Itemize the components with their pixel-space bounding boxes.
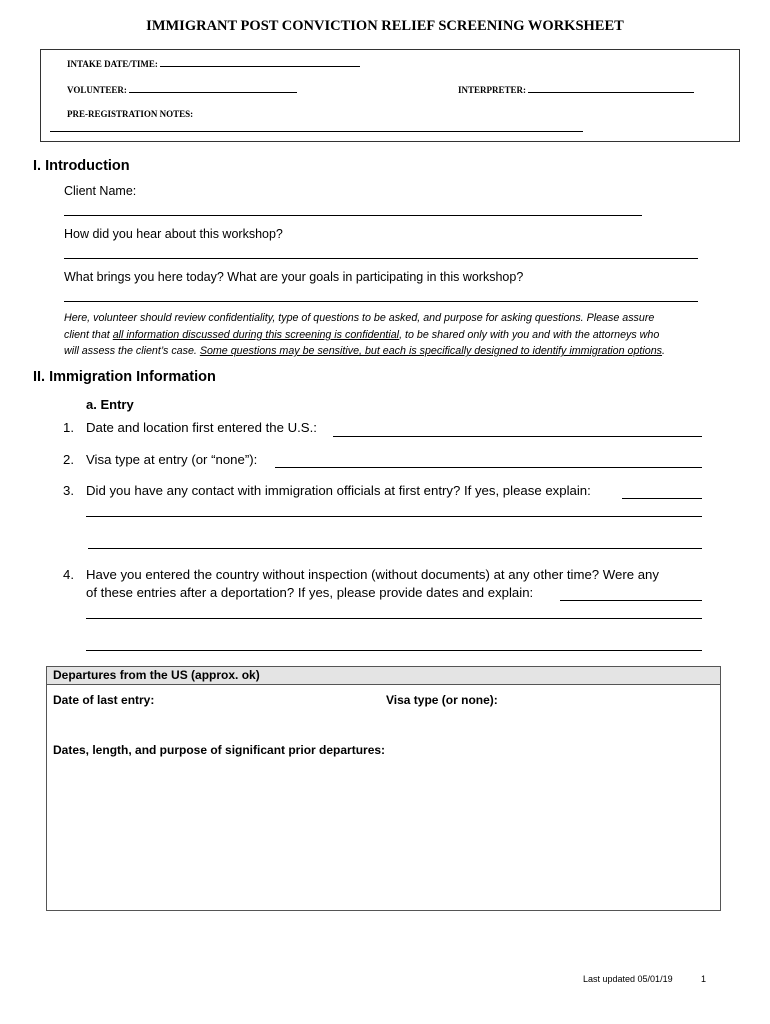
- q4-answer-line-1[interactable]: [560, 600, 702, 601]
- last-entry-field[interactable]: Date of last entry:: [53, 693, 155, 707]
- pre-registration-notes-line[interactable]: [50, 131, 583, 132]
- q1-number: 1.: [63, 420, 74, 435]
- q4-text-line1: Have you entered the country without inspection (without documents) at any other time? Were any: [86, 567, 659, 582]
- q3-text: Did you have any contact with immigration officials at first entry? If yes, please explain:: [86, 483, 591, 498]
- page-number: 1: [701, 974, 707, 984]
- q3-answer-line-2[interactable]: [86, 516, 702, 517]
- confidentiality-note-line2: client that all information discussed during this screening is confidential, to be shared only with you and with the attorneys who: [64, 329, 660, 341]
- interpreter-line: [528, 83, 694, 93]
- intake-date-line: [160, 57, 360, 67]
- confidentiality-note-line1: Here, volunteer should review confidentiality, type of questions to be asked, and purpose for asking questions. Please assure: [64, 312, 655, 324]
- page-title: IMMIGRANT POST CONVICTION RELIEF SCREENING WORKSHEET: [146, 18, 624, 34]
- client-name-line[interactable]: [64, 215, 642, 216]
- goals-question: What brings you here today? What are your goals in participating in this workshop?: [64, 270, 524, 284]
- section-introduction-heading: I. Introduction: [33, 158, 130, 174]
- q2-number: 2.: [63, 452, 74, 467]
- q3-answer-line-1[interactable]: [622, 498, 702, 499]
- hear-about-question: How did you hear about this workshop?: [64, 227, 283, 241]
- last-updated: Last updated 05/01/19: [583, 974, 673, 984]
- q1-text: Date and location first entered the U.S.:: [86, 420, 317, 435]
- interpreter-label: INTERPRETER:: [458, 85, 527, 95]
- pre-registration-notes-label: PRE-REGISTRATION NOTES:: [67, 109, 194, 119]
- subsection-entry-heading: a. Entry: [86, 397, 134, 412]
- volunteer-field[interactable]: [67, 83, 297, 95]
- intake-date-field[interactable]: [67, 57, 360, 69]
- volunteer-label: VOLUNTEER:: [67, 85, 127, 95]
- volunteer-line: [129, 83, 297, 93]
- hear-about-line[interactable]: [64, 258, 698, 259]
- q1-answer-line[interactable]: [333, 436, 702, 437]
- intake-date-label: INTAKE DATE/TIME:: [67, 59, 158, 69]
- q4-answer-line-3[interactable]: [86, 650, 702, 651]
- departures-header: Departures from the US (approx. ok): [53, 668, 260, 682]
- q2-text: Visa type at entry (or “none”):: [86, 452, 258, 467]
- q4-answer-line-2[interactable]: [86, 618, 702, 619]
- confidentiality-note-line3: will assess the client’s case. Some questions may be sensitive, but each is specifically designed to identify immigration options.: [64, 345, 665, 357]
- q3-answer-line-3[interactable]: [88, 548, 702, 549]
- visa-type-field[interactable]: Visa type (or none):: [386, 693, 498, 707]
- client-name-label: Client Name:: [64, 184, 137, 198]
- section-immigration-heading: II. Immigration Information: [33, 369, 216, 385]
- goals-line[interactable]: [64, 301, 698, 302]
- q4-text-line2: of these entries after a deportation? If yes, please provide dates and explain:: [86, 585, 534, 600]
- q2-answer-line[interactable]: [275, 467, 702, 468]
- interpreter-field[interactable]: [458, 83, 694, 95]
- q3-number: 3.: [63, 483, 74, 498]
- prior-departures-field[interactable]: Dates, length, and purpose of significant prior departures:: [53, 743, 386, 757]
- q4-number: 4.: [63, 567, 74, 582]
